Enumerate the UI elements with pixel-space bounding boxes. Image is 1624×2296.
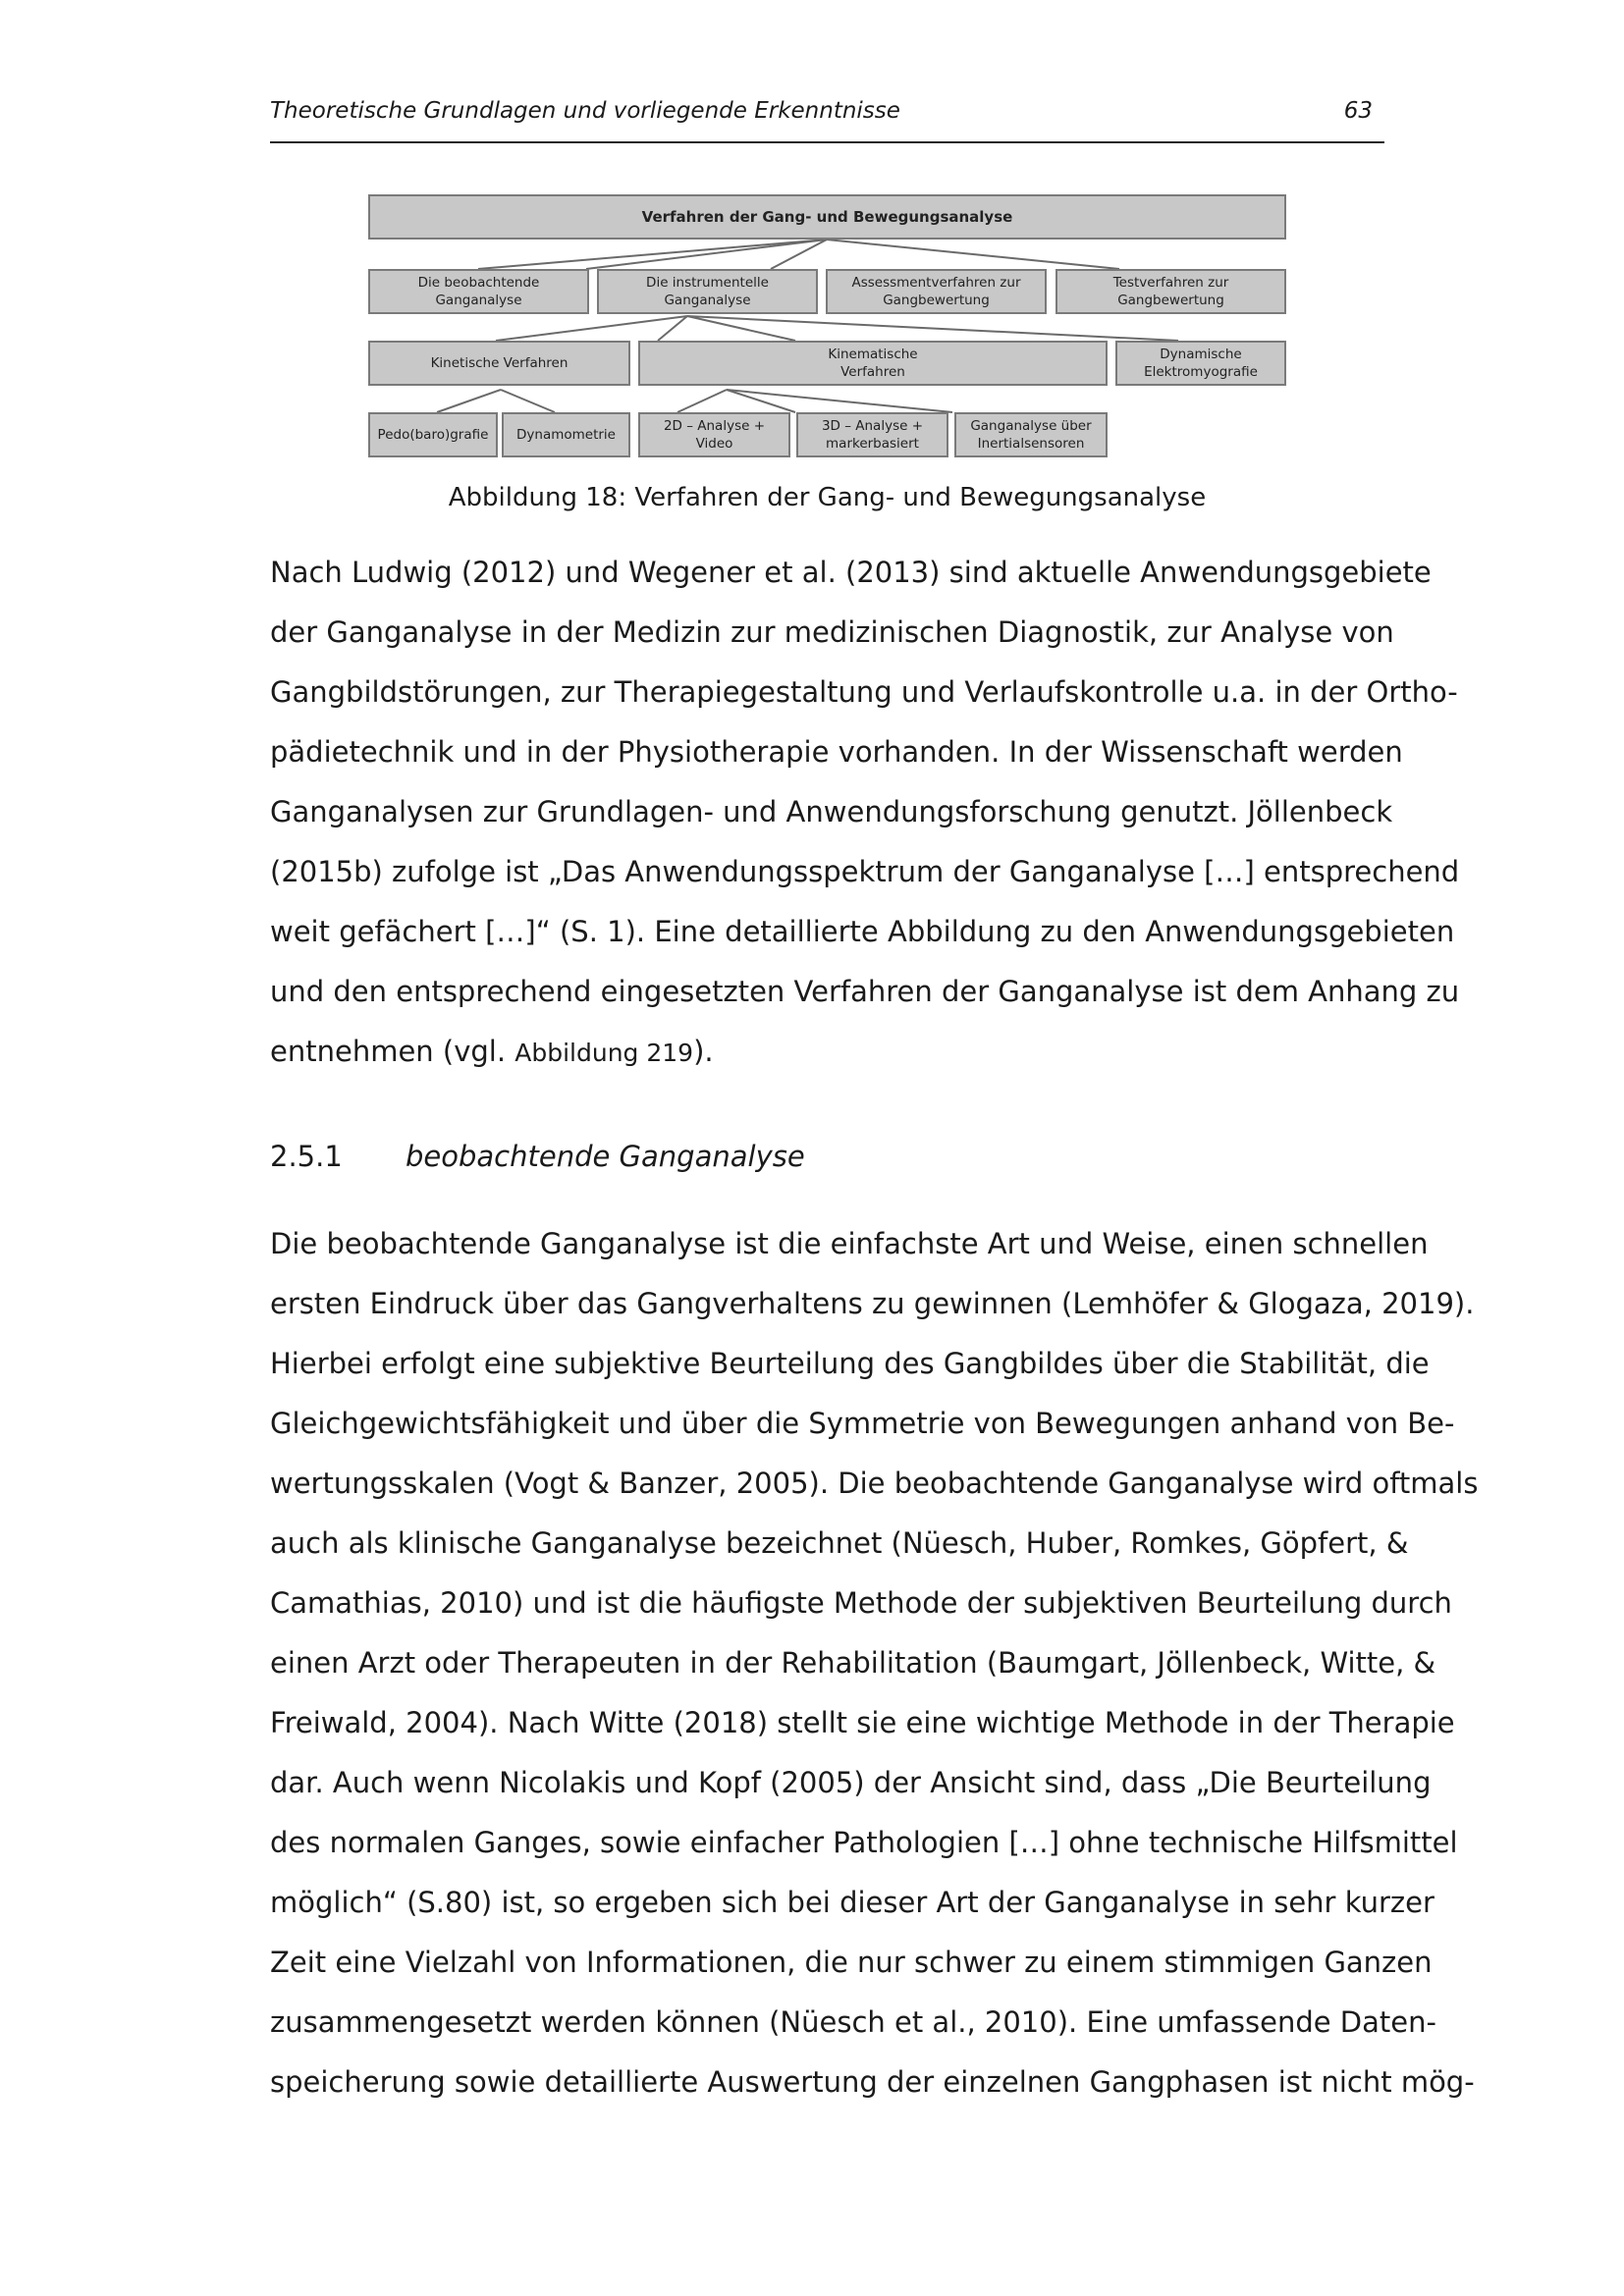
paragraph-line: Zeit eine Vielzahl von Informationen, die nur schwer zu einem stimmigen Ganzen <box>270 1946 1433 1979</box>
diagram-box-2d-analyse: 2D – Analyse + Video <box>638 412 790 457</box>
paragraph-line: Gangbildstörungen, zur Therapiegestaltung und Verlaufskontrolle u.a. in der Ortho- <box>270 675 1458 709</box>
figure-caption: Abbildung 18: Verfahren der Gang- und Bewegungsanalyse <box>448 483 1207 512</box>
paragraph-line: wertungsskalen (Vogt & Banzer, 2005). Die beobachtende Ganganalyse wird oftmals <box>270 1467 1479 1500</box>
section-heading <box>270 1140 805 1173</box>
section-number: 2.5.1 <box>270 1140 343 1173</box>
paragraph-line: zusammengesetzt werden können (Nüesch et al., 2010). Eine umfassende Daten- <box>270 2005 1436 2039</box>
connector-line <box>677 390 727 412</box>
paragraph-line: der Ganganalyse in der Medizin zur medizinischen Diagnostik, zur Analyse von <box>270 615 1394 649</box>
paragraph-line: Hierbei erfolgt eine subjektive Beurteilung des Gangbildes über die Stabilität, die <box>270 1347 1430 1380</box>
diagram-box-assessment: Assessmentverfahren zur Gangbewertung <box>826 269 1047 314</box>
connector-line <box>687 316 1178 341</box>
figure-reference: Abbildung 219 <box>514 1039 694 1067</box>
paragraph-line: Camathias, 2010) und ist die häufigste Methode der subjektiven Beurteilung durch <box>270 1586 1452 1620</box>
diagram-box-instrumentelle: Die instrumentelle Ganganalyse <box>597 269 818 314</box>
connector-line <box>586 240 827 269</box>
paragraph-line: dar. Auch wenn Nicolakis und Kopf (2005) der Ansicht sind, dass „Die Beurteilung <box>270 1766 1432 1799</box>
running-header <box>270 96 1384 143</box>
paragraph-line: Freiwald, 2004). Nach Witte (2018) stellt sie eine wichtige Methode in der Therapie <box>270 1706 1455 1739</box>
paragraph-line <box>270 1022 1384 1083</box>
paragraph-line: (2015b) zufolge ist „Das Anwendungsspektrum der Ganganalyse […] entsprechend <box>270 855 1460 888</box>
connector-line <box>478 240 827 269</box>
diagram-box-emg: Dynamische Elektromyografie <box>1115 341 1286 386</box>
connector-line <box>496 316 687 341</box>
paragraph-line: Die beobachtende Ganganalyse ist die einfachste Art und Weise, einen schnellen <box>270 1227 1429 1260</box>
paragraph-line: und den entsprechend eingesetzten Verfahren der Ganganalyse ist dem Anhang zu <box>270 975 1460 1008</box>
diagram-box-kinetische: Kinetische Verfahren <box>368 341 630 386</box>
text-run: ). <box>693 1035 714 1068</box>
paragraph-line: weit gefächert […]“ (S. 1). Eine detaillierte Abbildung zu den Anwendungsgebieten <box>270 915 1455 948</box>
paragraph-line: ersten Eindruck über das Gangverhaltens zu gewinnen (Lemhöfer & Glogaza, 2019). <box>270 1287 1475 1320</box>
paragraph-line: einen Arzt oder Therapeuten in der Rehabilitation (Baumgart, Jöllenbeck, Witte, & <box>270 1646 1436 1680</box>
paragraph-line: Gleichgewichtsfähigkeit und über die Symmetrie von Bewegungen anhand von Be- <box>270 1407 1455 1440</box>
section-title: beobachtende Ganganalyse <box>406 1140 805 1173</box>
connector-line <box>827 240 1119 269</box>
paragraph-line: Nach Ludwig (2012) und Wegener et al. (2013) sind aktuelle Anwendungsgebiete <box>270 556 1432 589</box>
page-number: 63 <box>1343 98 1373 124</box>
diagram-box-inertialsensoren: Ganganalyse über Inertialsensoren <box>954 412 1108 457</box>
diagram-box-testverfahren: Testverfahren zur Gangbewertung <box>1056 269 1286 314</box>
paragraph-line: speicherung sowie detaillierte Auswertung der einzelnen Gangphasen ist nicht mög- <box>270 2065 1475 2099</box>
paragraph-2 <box>270 1214 1479 2112</box>
paragraph-line: auch als klinische Ganganalyse bezeichnet (Nüesch, Huber, Romkes, Göpfert, & <box>270 1526 1409 1560</box>
diagram-box-kinematische: Kinematische Verfahren <box>638 341 1108 386</box>
paragraph-line: pädietechnik und in der Physiotherapie vorhanden. In der Wissenschaft werden <box>270 735 1403 769</box>
header-title: Theoretische Grundlagen und vorliegende Erkenntnisse <box>270 98 900 124</box>
paragraph-line: möglich“ (S.80) ist, so ergeben sich bei dieser Art der Ganganalyse in sehr kurzer <box>270 1886 1435 1919</box>
diagram-box-beobachtende: Die beobachtende Ganganalyse <box>368 269 589 314</box>
connector-line <box>437 390 501 412</box>
paragraph-line: des normalen Ganges, sowie einfacher Pathologien […] ohne technische Hilfsmittel <box>270 1826 1458 1859</box>
connector-line <box>501 390 555 412</box>
diagram-box-dynamometrie: Dynamometrie <box>502 412 630 457</box>
flowchart-diagram <box>363 188 1291 463</box>
diagram-box-3d-analyse: 3D – Analyse + markerbasiert <box>796 412 948 457</box>
text-run: entnehmen (vgl. <box>270 1035 515 1068</box>
paragraph-line: Ganganalysen zur Grundlagen- und Anwendungsforschung genutzt. Jöllenbeck <box>270 795 1393 828</box>
diagram-root-box: Verfahren der Gang- und Bewegungsanalyse <box>368 194 1286 240</box>
diagram-box-pedobarografie: Pedo(baro)grafie <box>368 412 498 457</box>
paragraph-1 <box>270 543 1460 1083</box>
